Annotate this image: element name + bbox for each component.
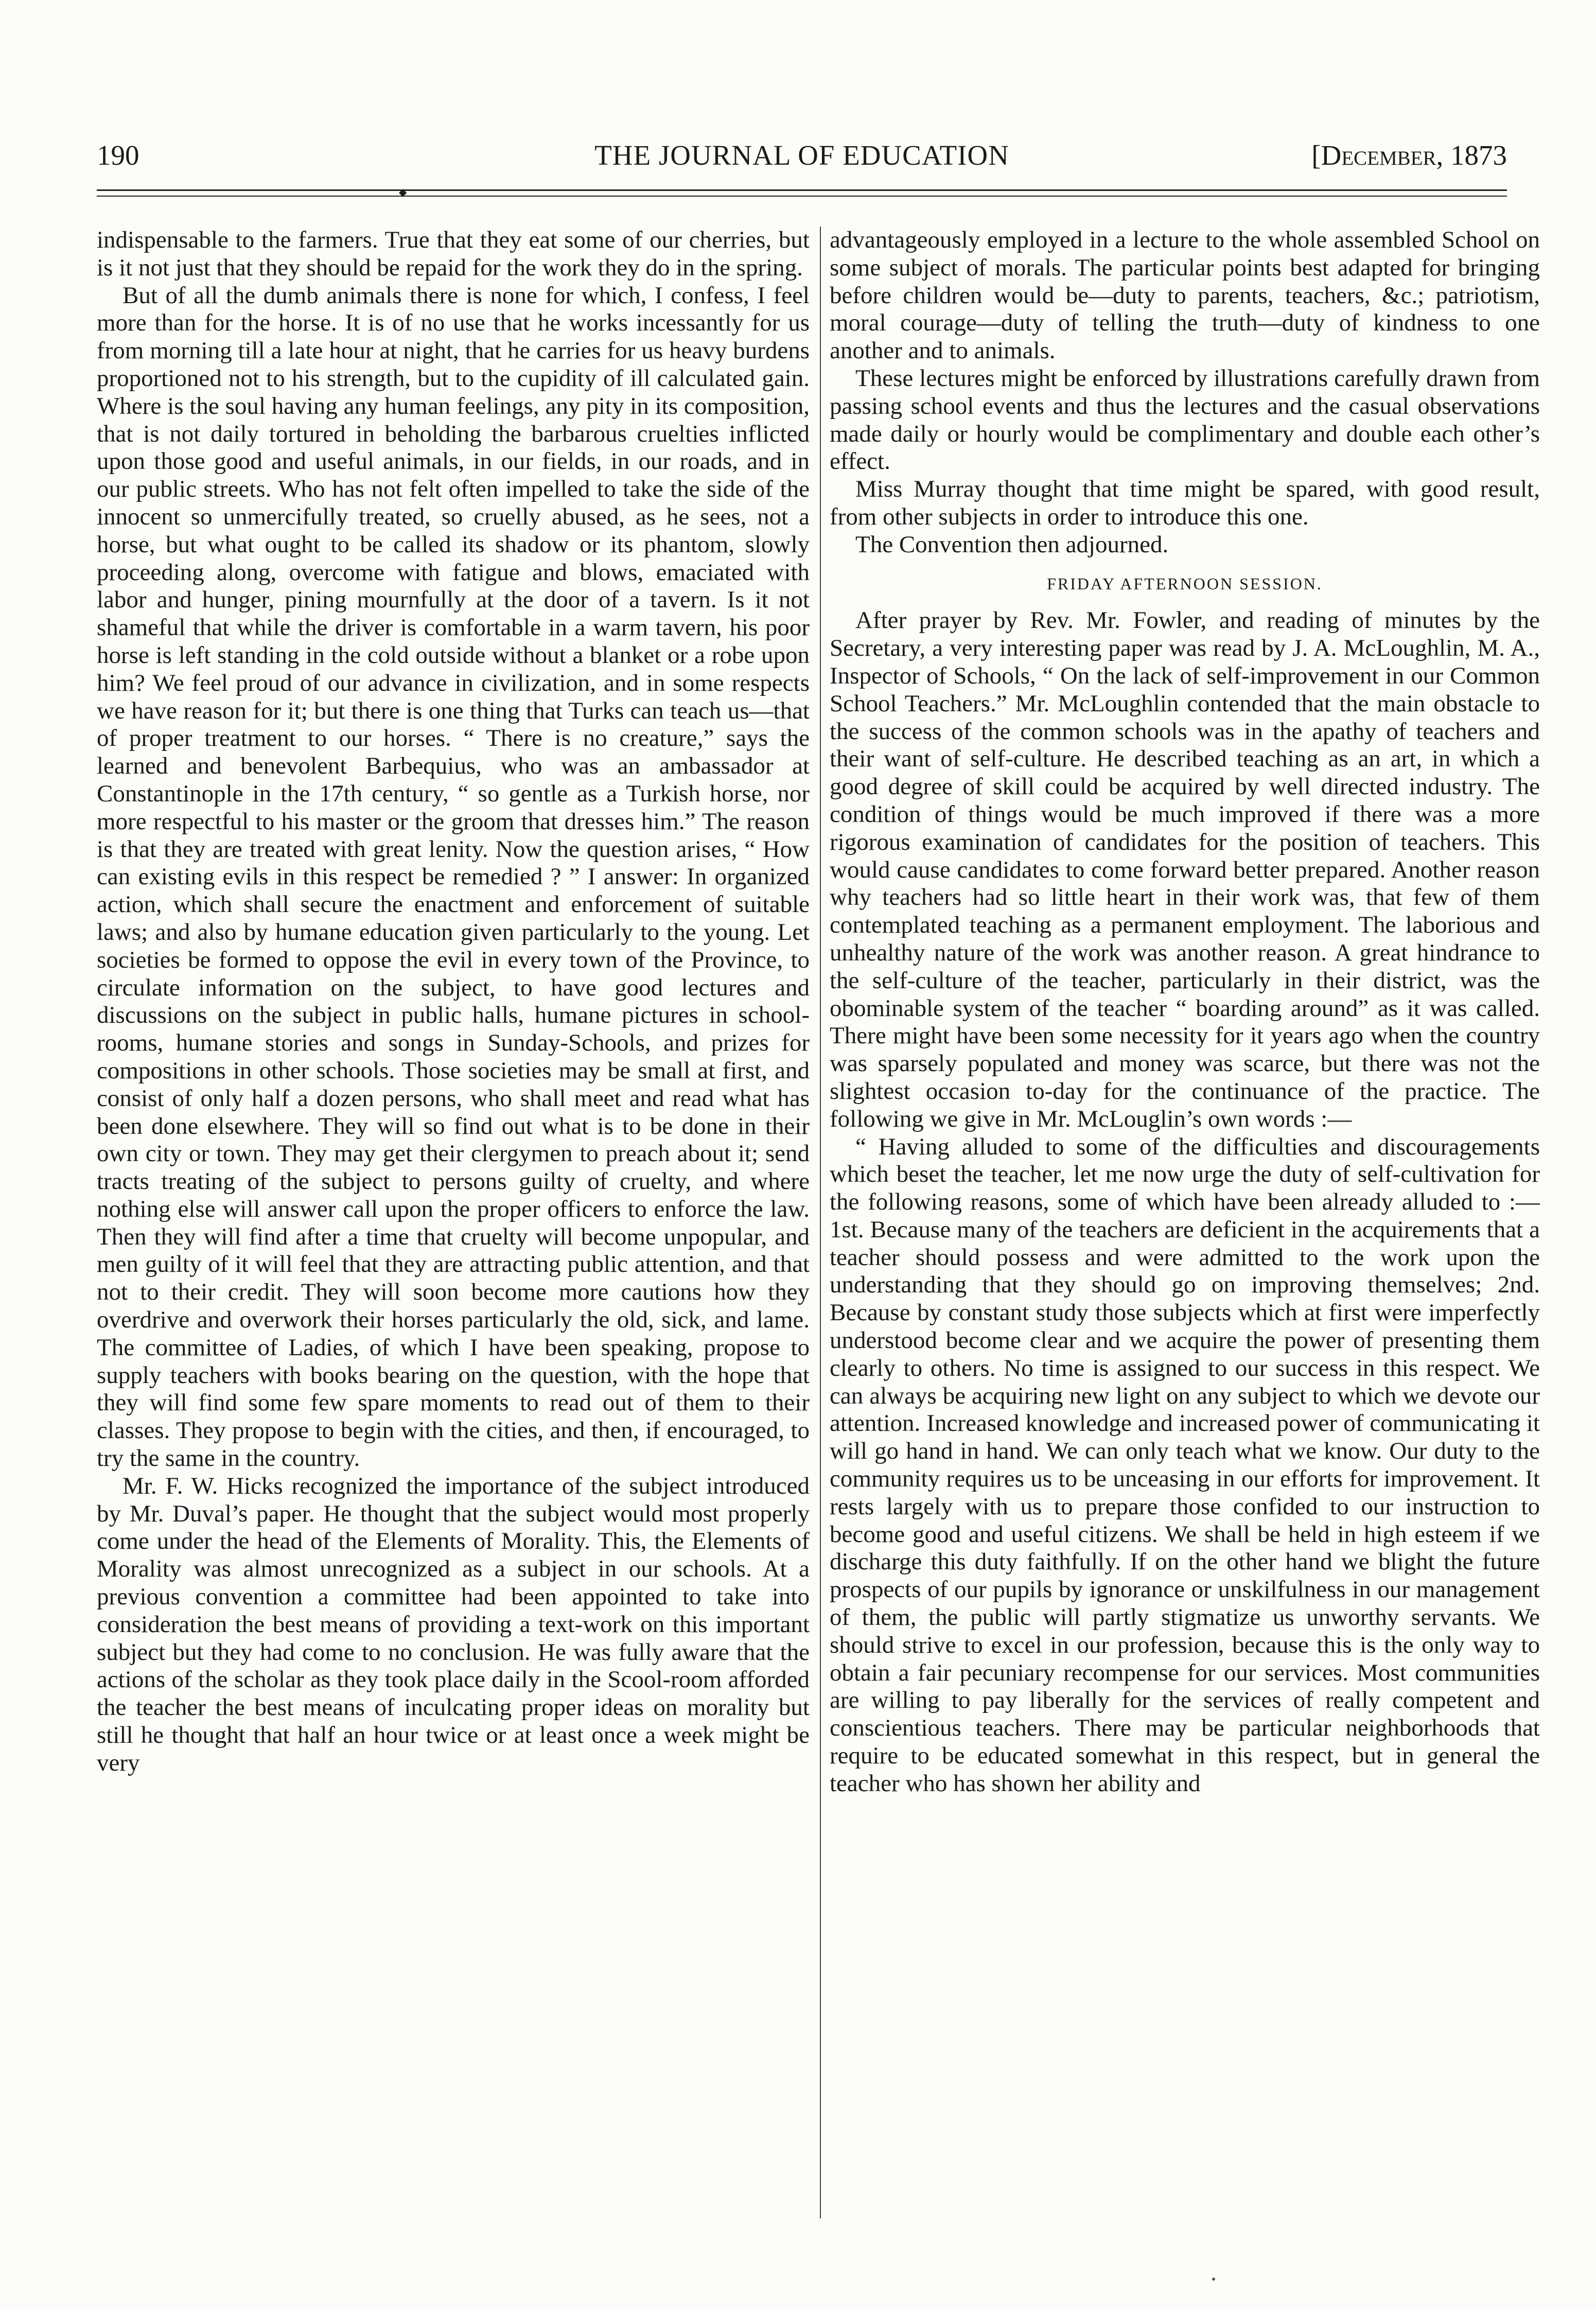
paragraph: Miss Murray thought that time might be spared, with good result, from other subjects in order to introduce this one. bbox=[830, 476, 1540, 530]
session-heading: FRIDAY AFTERNOON SESSION. bbox=[1047, 574, 1323, 593]
running-header bbox=[97, 135, 1507, 176]
right-column bbox=[830, 226, 1540, 2224]
header-rule-bottom bbox=[97, 196, 1507, 197]
paragraph: indispensable to the farmers. True that they eat some of our cherries, but is it not just that they should be repaid for the work they do in the spring. bbox=[97, 226, 810, 281]
paragraph: The Convention then adjourned. bbox=[855, 531, 1169, 558]
page-number: 190 bbox=[97, 139, 139, 171]
paragraph: advantageously employed in a lecture to the whole assembled School on some subject of morals. The particular points best adapted for bringing before children would be—duty to parents, teachers, &c.; patriotism, moral courage—duty of telling the truth—duty of kindness to one another and to animals. bbox=[830, 226, 1540, 364]
issue-date: [December, 1873 bbox=[1311, 139, 1507, 171]
rule-ornament: ◆ bbox=[399, 187, 407, 198]
header-rule-top bbox=[97, 189, 1507, 191]
journal-title: THE JOURNAL OF EDUCATION bbox=[594, 139, 1009, 171]
paragraph: After prayer by Rev. Mr. Fowler, and reading of minutes by the Secretary, a very interesting paper was read by J. A. McLoughlin, M. A., Inspector of Schools, “ On the lack of self-improvement in our Common School Teachers.” Mr. McLoughlin contended that the main obstacle to the success of the common schools was in the apathy of teachers and their want of self-culture. He described teaching as an art, in which a good degree of skill could be acquired by well directed industry. The condition of things would be much improved if there was a more rigorous examination of candidates for the position of teachers. This would cause candidates to come forward better prepared. Another reason why teachers had so little heart in their work was, that few of them contemplated teaching as a permanent employment. The laborious and unhealthy nature of the work was another reason. A great hindrance to the self-culture of the teacher, particularly in their district, was the obominable system of the teacher “ boarding around” as it was called. There might have been some necessity for it years ago when the country was sparsely populated and money was scarce, but there was not the slightest occasion to-day for the continuance of the practice. The following we give in Mr. McLouglin’s own words :— bbox=[830, 607, 1540, 1132]
paragraph: But of all the dumb animals there is none for which, I confess, I feel more than for the horse. It is of no use that he works incessantly for us from morning till a late hour at night, that he carries for us heavy burdens proportioned not to his strength, but to the cupidity of ill calculated gain. Where is the soul having any human feelings, any pity in its composition, that is not daily tortured in beholding the barbarous cruelties inflicted upon those good and useful animals, in our fields, in our roads, and in our public streets. Who has not felt often impelled to take the side of the innocent so unmercifully treated, so cruelly abused, as he sees, not a horse, but what ought to be called its shadow or its phantom, slowly proceeding along, overcome with fatigue and blows, emaciated with labor and hunger, pining mournfully at the door of a tavern. Is it not shameful that while the driver is comfortable in a warm tavern, his poor horse is left standing in the cold outside without a blanket or a robe upon him? We feel proud of our advance in civilization, and in some respects we have reason for it; but there is one thing that Turks can teach us—that of proper treatment to our horses. “ There is no creature,” says the learned and benevolent Barbequius, who was an ambassador at Constantinople in the 17th century, “ so gentle as a Turkish horse, nor more respectful to his master or the groom that dresses him.” The reason is that they are treated with great lenity. Now the question arises, “ How can existing evils in this respect be remedied ? ” I answer: In organized action, which shall secure the enactment and enforcement of suitable laws; and also by humane education given particularly to the young. Let societies be formed to oppose the evil in every town of the Province, to circulate information on the subject, to have good lectures and discussions on the subject in public halls, humane pictures in school-rooms, humane stories and songs in Sunday-Schools, and prizes for compositions in other schools. Those societies may be small at first, and consist of only half a dozen persons, who shall meet and read what has been done elsewhere. They will so find out what is to be done in their own city or town. They may get their clergymen to preach about it; send tracts treating of the subject to persons guilty of cruelty, and where nothing else will answer call upon the proper officers to enforce the law. Then they will find after a time that cruelty will become unpopular, and men guilty of it will feel that they are attracting public attention, and that not to their credit. They will soon become more cautions how they overdrive and overwork their horses particularly the old, sick, and lame. The committee of Ladies, of which I have been speaking, propose to supply teachers with books bearing on the question, with the hope that they will find some few spare moments to read out of them to their classes. They propose to begin with the cities, and then, if encouraged, to try the same in the country. bbox=[97, 282, 810, 1472]
paragraph: “ Having alluded to some of the difficulties and discouragements which beset the teacher, let me now urge the duty of self-cultivation for the following reasons, some of which have been already alluded to :—1st. Because many of the teachers are deficient in the acquirements that a teacher should possess and were admitted to the work upon the understanding that they should go on improving themselves; 2nd. Because by constant study those subjects which at first were imperfectly understood become clear and we acquire the power of presenting them clearly to others. No time is assigned to our success in this respect. We can always be acquiring new light on any subject to which we devote our attention. Increased knowledge and increased power of communicating it will go hand in hand. We can only teach what we know. Our duty to the community requires us to be unceasing in our efforts for improvement. It rests largely with us to prepare those confided to our instruction to become good and useful citizens. We shall be held in high esteem if we discharge this duty faithfully. If on the other hand we blight the future prospects of our pupils by ignorance or unskilfulness in our management of them, the public will partly stigmatize us unworthy servants. We should strive to excel in our profession, because this is the only way to obtain a fair pecuniary recompense for our services. Most communities are willing to pay liberally for the services of really competent and conscientious teachers. There may be particular neighborhoods that require to be educated somewhat in this respect, but in general the teacher who has shown her ability and bbox=[830, 1133, 1540, 1797]
left-column bbox=[97, 226, 810, 2224]
paragraph: Mr. F. W. Hicks recognized the importance of the subject introduced by Mr. Duval’s paper. He thought that the subject would most properly come under the head of the Elements of Morality. This, the Elements of Morality was almost unrecognized as a subject in our schools. At a previous convention a committee had been appointed to take into consideration the best means of providing a text-work on this important subject but they had come to no conclusion. He was fully aware that the actions of the scholar as they took place daily in the Scool-room afforded the teacher the best means of inculcating proper ideas on morality but still he thought that half an hour twice or at least once a week might be very bbox=[97, 1472, 810, 1776]
column-divider bbox=[820, 226, 821, 2218]
paragraph: These lectures might be enforced by illustrations carefully drawn from passing school events and thus the lectures and the casual observations made daily or hourly would be complimentary and double each other’s effect. bbox=[830, 364, 1540, 475]
print-speck bbox=[1212, 2278, 1215, 2281]
